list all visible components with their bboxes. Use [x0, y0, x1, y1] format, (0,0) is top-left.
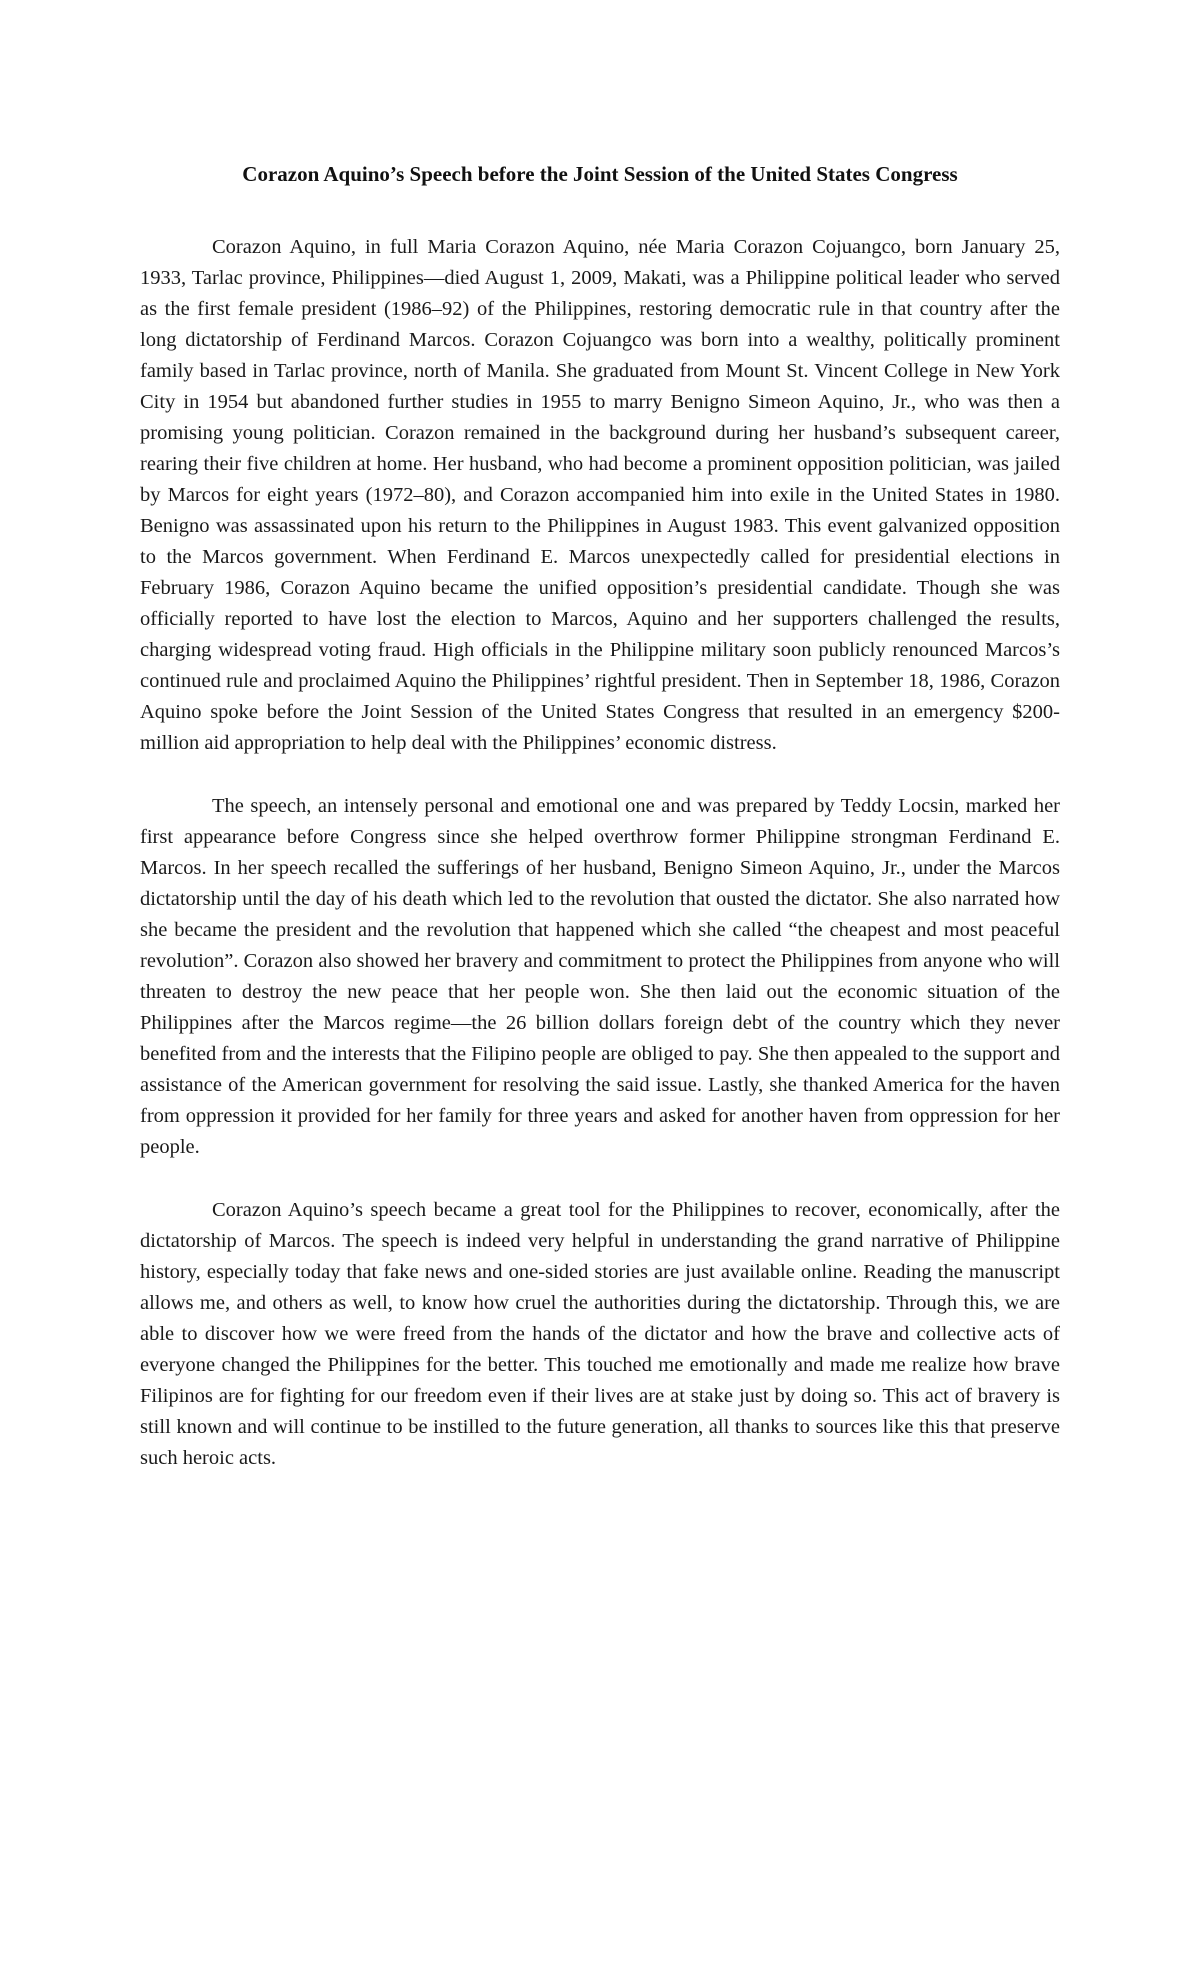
- paragraph-reflection: Corazon Aquino’s speech became a great tool for the Philippines to recover, economically, after the dictatorship of Marcos. The speech is indeed very helpful in understanding the grand narrative of Philippine history, especially today that fake news and one-sided stories are just available online. Reading the manuscript allows me, and others as well, to know how cruel the authorities during the dictatorship. Through this, we are able to discover how we were freed from the hands of the dictator and how the brave and collective acts of everyone changed the Philippines for the better. This touched me emotionally and made me realize how brave Filipinos are for fighting for our freedom even if their lives are at stake just by doing so. This act of bravery is still known and will continue to be instilled to the future generation, all thanks to sources like this that preserve such heroic acts.: [140, 1199, 1060, 1469]
- document-title: Corazon Aquino’s Speech before the Joint Session of the United States Congress: [242, 162, 958, 186]
- document-body: [140, 232, 1060, 1506]
- paragraph-biography: Corazon Aquino, in full Maria Corazon Aquino, née Maria Corazon Cojuangco, born January 25, 1933, Tarlac province, Philippines—died August 1, 2009, Makati, was a Philippine political leader who served as the first female president (1986–92) of the Philippines, restoring democratic rule in that country after the long dictatorship of Ferdinand Marcos. Corazon Cojuangco was born into a wealthy, politically prominent family based in Tarlac province, north of Manila. She graduated from Mount St. Vincent College in New York City in 1954 but abandoned further studies in 1955 to marry Benigno Simeon Aquino, Jr., who was then a promising young politician. Corazon remained in the background during her husband’s subsequent career, rearing their five children at home. Her husband, who had become a prominent opposition politician, was jailed by Marcos for eight years (1972–80), and Corazon accompanied him into exile in the United States in 1980. Benigno was assassinated upon his return to the Philippines in August 1983. This event galvanized opposition to the Marcos government. When Ferdinand E. Marcos unexpectedly called for presidential elections in February 1986, Corazon Aquino became the unified opposition’s presidential candidate. Though she was officially reported to have lost the election to Marcos, Aquino and her supporters challenged the results, charging widespread voting fraud. High officials in the Philippine military soon publicly renounced Marcos’s continued rule and proclaimed Aquino the Philippines’ rightful president. Then in September 18, 1986, Corazon Aquino spoke before the Joint Session of the United States Congress that resulted in an emergency $200-million aid appropriation to help deal with the Philippines’ economic distress.: [140, 236, 1060, 754]
- paragraph-speech-summary: The speech, an intensely personal and emotional one and was prepared by Teddy Locsin, marked her first appearance before Congress since she helped overthrow former Philippine strongman Ferdinand E. Marcos. In her speech recalled the sufferings of her husband, Benigno Simeon Aquino, Jr., under the Marcos dictatorship until the day of his death which led to the revolution that ousted the dictator. She also narrated how she became the president and the revolution that happened which she called “the cheapest and most peaceful revolution”. Corazon also showed her bravery and commitment to protect the Philippines from anyone who will threaten to destroy the new peace that her people won. She then laid out the economic situation of the Philippines after the Marcos regime—the 26 billion dollars foreign debt of the country which they never benefited from and the interests that the Filipino people are obliged to pay. She then appealed to the support and assistance of the American government for resolving the said issue. Lastly, she thanked America for the haven from oppression it provided for her family for three years and asked for another haven from oppression for her people.: [140, 795, 1060, 1158]
